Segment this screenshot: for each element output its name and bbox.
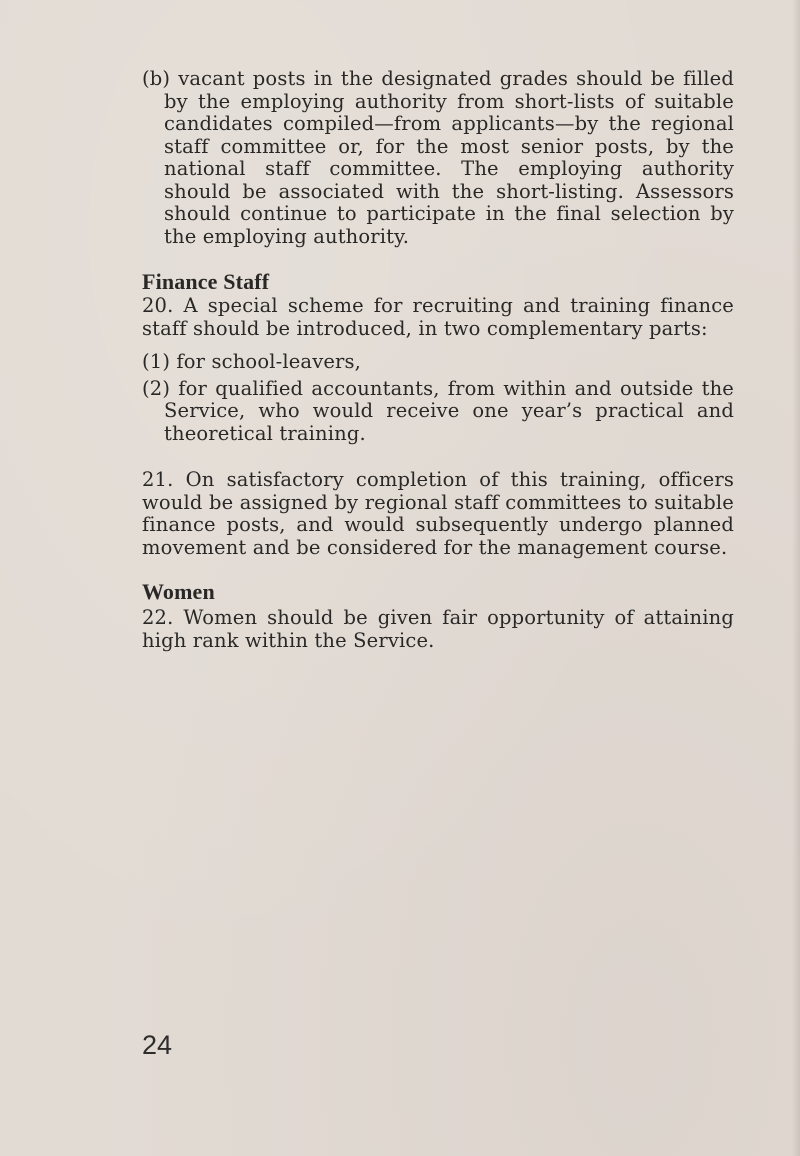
paragraph-20: 20. A special scheme for recruiting and training finance staff should be introduced, in two complementary parts: (142, 294, 734, 340)
page-edge-shadow (792, 0, 800, 1156)
list-item-qualified-accountants: (2) for qualified accountants, from within and outside the Service, who would receive one year’s practical and theoretical training. (142, 376, 734, 445)
page-number: 24 (142, 1030, 173, 1060)
list-item-school-leavers: (1) for school-leavers, (142, 350, 362, 373)
paragraph-b: (b) vacant posts in the designated grades should be filled by the employing authority from short-lists of suitable candidates compiled—from applicants—by the regional staff committee or, for the most senior posts, by the national staff committee. The employing authority should be associated with the short-listing. Assessors should continue to participate in the final selection by the employing authority. (142, 67, 734, 248)
paragraph-21: 21. On satisfactory completion of this training, officers would be assigned by regional staff committees to suitable finance posts, and would subsequently undergo planned movement and be considered for the management course. (142, 468, 734, 559)
page-body (142, 60, 734, 652)
heading-women: Women (142, 579, 215, 604)
heading-finance-staff: Finance Staff (142, 269, 270, 294)
paragraph-22: 22. Women should be given fair opportunity of attaining high rank within the Service. (142, 606, 734, 652)
